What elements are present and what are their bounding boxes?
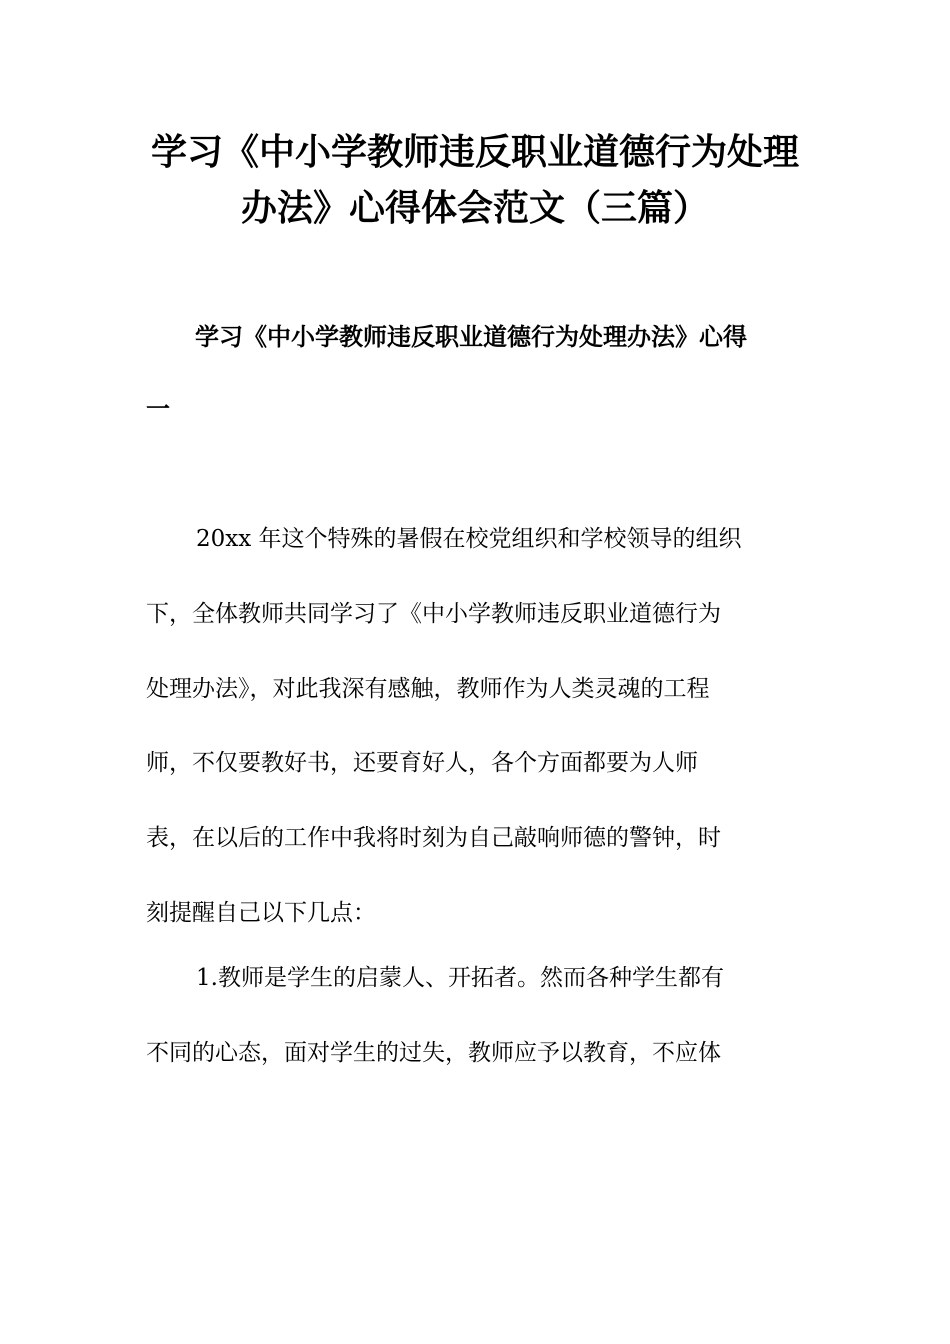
paragraph-line: 不同的心态，面对学生的过失，教师应予以教育，不应体 — [146, 1040, 721, 1066]
paragraph-line: 1.教师是学生的启蒙人、开拓者。然而各种学生都有 — [196, 965, 724, 991]
document-title-line-1: 学习《中小学教师违反职业道德行为处理 — [150, 132, 799, 173]
paragraph-line: 师，不仅要教好书，还要育好人，各个方面都要为人师 — [146, 750, 698, 776]
section-heading-line-1: 学习《中小学教师违反职业道德行为处理办法》心得 — [195, 322, 747, 351]
document-title-line-2: 办法》心得体会范文（三篇） — [240, 188, 709, 229]
paragraph-line: 刻提醒自己以下几点： — [146, 900, 376, 926]
section-heading-line-2: 一 — [146, 394, 170, 423]
paragraph-line: 下，全体教师共同学习了《中小学教师违反职业道德行为 — [146, 601, 721, 627]
paragraph-line: 处理办法》，对此我深有感触，教师作为人类灵魂的工程 — [146, 676, 710, 702]
paragraph-line: 表，在以后的工作中我将时刻为自己敲响师德的警钟，时 — [146, 825, 721, 851]
paragraph-line: 20xx 年这个特殊的暑假在校党组织和学校领导的组织 — [196, 526, 742, 552]
